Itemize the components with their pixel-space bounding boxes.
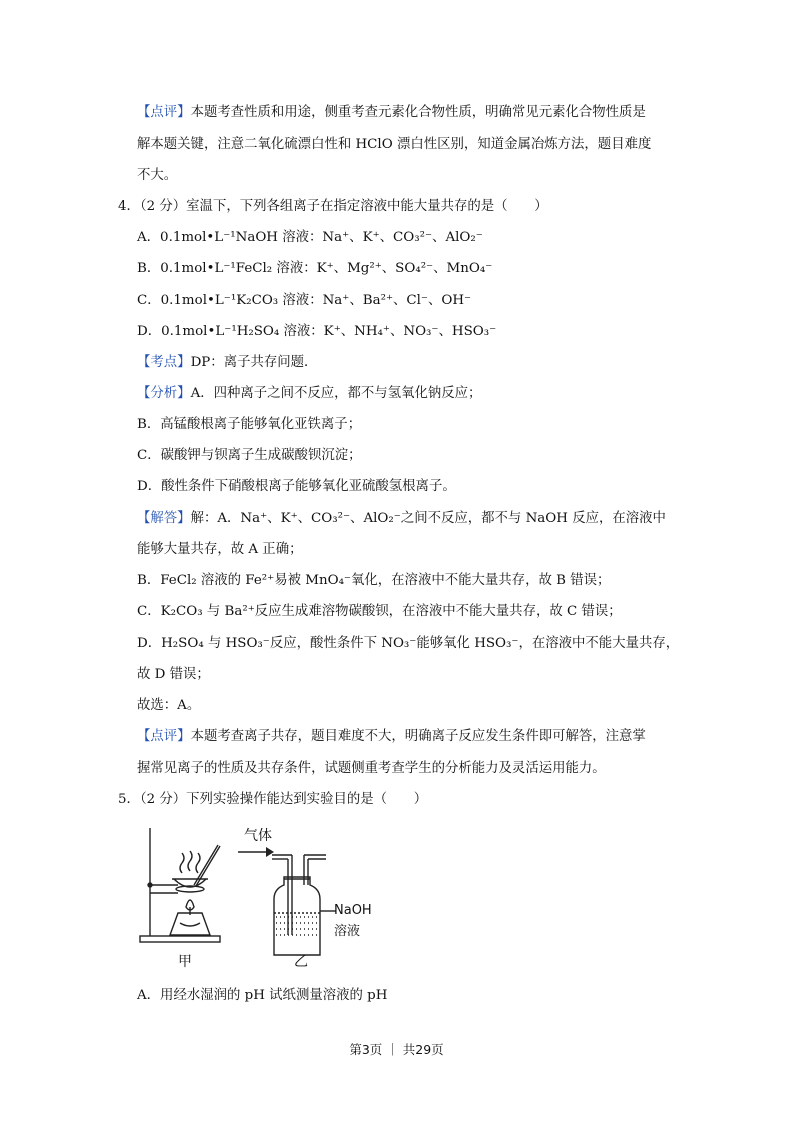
- jieda-tag: 【解答】: [137, 511, 191, 526]
- experiment-figure: [138, 823, 398, 973]
- apparatus-yi-icon: [270, 845, 340, 965]
- jieda-line-c: C．K₂CO₃ 与 Ba²⁺反应生成难溶物碳酸钡，在溶液中不能大量共存，故 C 错误；: [137, 604, 622, 619]
- jieda-line-2: 能够大量共存，故 A 正确；: [137, 542, 303, 557]
- jieda-line-d2: 故 D 错误；: [137, 667, 210, 682]
- fenxi-text-a: A．四种离子之间不反应，都不与氢氧化钠反应；: [190, 386, 482, 401]
- question-4-stem: 4．（2 分）室温下，下列各组离子在指定溶液中能大量共存的是（ ）: [118, 199, 548, 214]
- figure-label-jia: 甲: [178, 954, 192, 970]
- question-4-option-c: C．0.1mol•L⁻¹K₂CO₃ 溶液：Na⁺、Ba²⁺、Cl⁻、OH⁻: [137, 293, 472, 308]
- gas-label: 气体: [244, 828, 272, 844]
- fenxi-tag: 【分析】: [137, 386, 191, 401]
- jieda-line-b: B．FeCl₂ 溶液的 Fe²⁺易被 MnO₄⁻氧化，在溶液中不能大量共存，故 B 错误；: [137, 573, 611, 588]
- fenxi-line-b: B．高锰酸根离子能够氧化亚铁离子；: [137, 417, 362, 432]
- answer-line: 故选：A。: [137, 698, 201, 713]
- dianping-line-2: 握常见离子的性质及共存条件，试题侧重考查学生的分析能力及灵活运用能力。: [137, 761, 606, 776]
- kaodian-text: DP：离子共存问题．: [190, 355, 318, 370]
- review-tag: 【点评】: [137, 105, 191, 120]
- jieda-line-d1: D．H₂SO₄ 与 HSO₃⁻反应，酸性条件下 NO₃⁻能够氧化 HSO₃⁻，在溶液中不能大量共存，: [137, 636, 680, 651]
- review-text-1: 本题考查性质和用途，侧重考查元素化合物性质，明确常见元素化合物性质是: [190, 105, 646, 120]
- kaodian-line: [137, 355, 317, 371]
- review-line-1: [137, 105, 646, 121]
- figure-label-yi: 乙: [294, 954, 308, 970]
- dianping-tag: 【点评】: [137, 729, 191, 744]
- review-line-3: 不大。: [137, 168, 178, 183]
- fenxi-line-a: [137, 386, 481, 402]
- dianping-text-1: 本题考查离子共存，题目难度不大，明确离子反应发生条件即可解答，注意掌: [190, 729, 646, 744]
- apparatus-jia-icon: [138, 823, 248, 948]
- question-5-option-a: A．用经水湿润的 pH 试纸测量溶液的 pH: [137, 988, 388, 1003]
- jieda-text-1: 解：A．Na⁺、K⁺、CO₃²⁻、AlO₂⁻之间不反应，都不与 NaOH 反应，在溶液中: [190, 511, 666, 526]
- question-4-option-d: D．0.1mol•L⁻¹H₂SO₄ 溶液：K⁺、NH₄⁺、NO₃⁻、HSO₃⁻: [137, 324, 497, 339]
- question-4-option-b: B．0.1mol•L⁻¹FeCl₂ 溶液：K⁺、Mg²⁺、SO₄²⁻、MnO₄⁻: [137, 261, 493, 276]
- review-line-2: 解本题关键，注意二氧化硫漂白性和 HClO 漂白性区别，知道金属冶炼方法，题目难度: [137, 137, 652, 152]
- page-footer: 第3页 ｜ 共29页: [349, 1042, 444, 1057]
- question-4-option-a: A．0.1mol•L⁻¹NaOH 溶液：Na⁺、K⁺、CO₃²⁻、AlO₂⁻: [137, 230, 483, 245]
- solution-label: 溶液: [334, 924, 361, 939]
- jieda-line-1: [137, 511, 666, 527]
- question-5-stem: 5．（2 分）下列实验操作能达到实验目的是（ ）: [118, 792, 428, 807]
- naoh-label: NaOH: [334, 903, 372, 918]
- fenxi-line-d: D．酸性条件下硝酸根离子能够氧化亚硫酸氢根离子。: [137, 479, 456, 494]
- kaodian-tag: 【考点】: [137, 355, 191, 370]
- fenxi-line-c: C．碳酸钾与钡离子生成碳酸钡沉淀；: [137, 448, 362, 463]
- dianping-line-1: [137, 729, 646, 745]
